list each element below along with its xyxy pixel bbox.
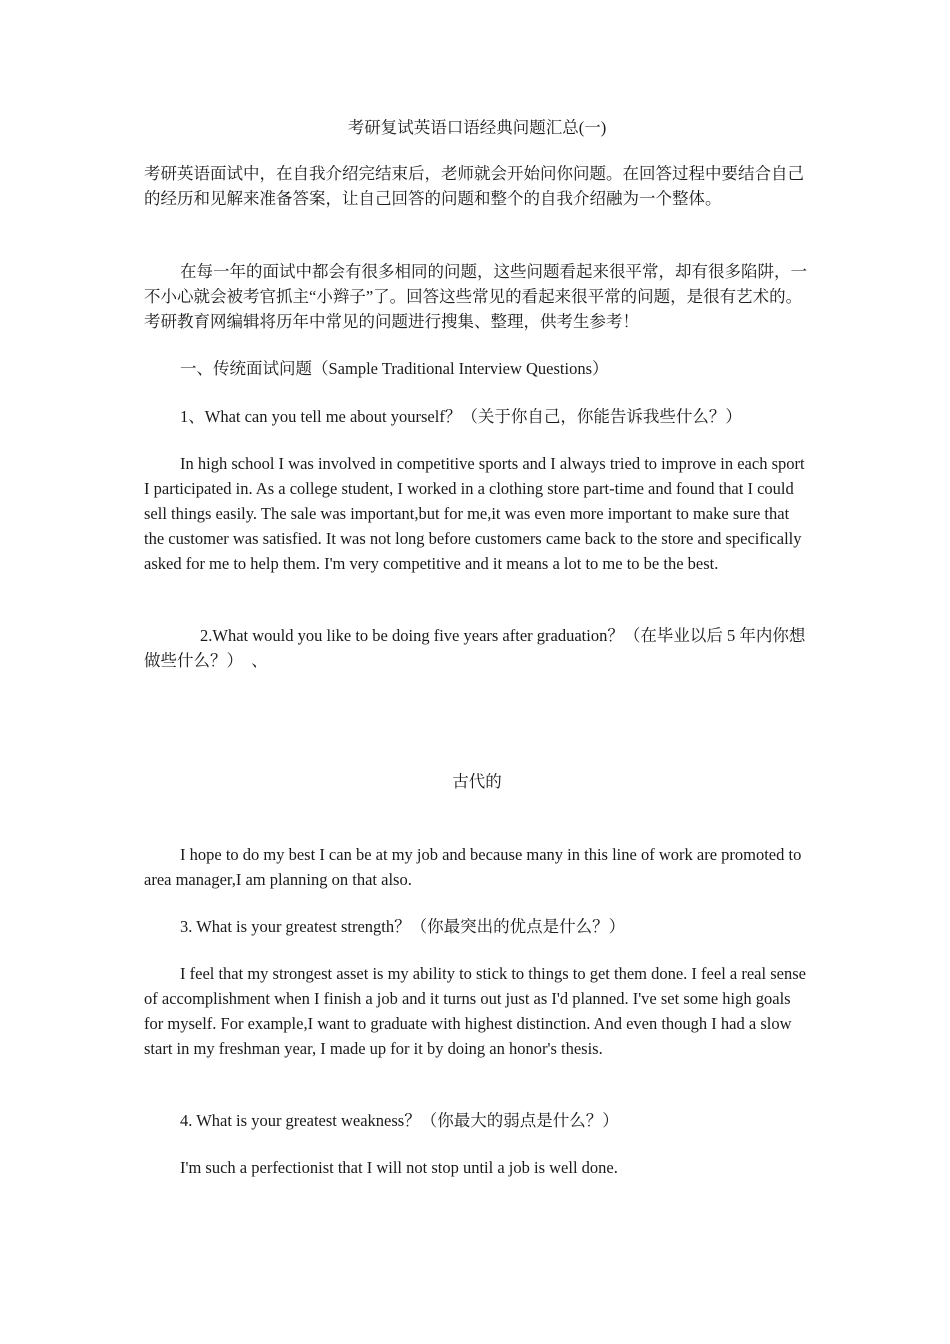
answer-1: In high school I was involved in competitive sports and I always tried to improve in each sport I participated in. As a college student, I worked in a clothing store part-time and found that I could sell things easily. The sale was important,but for me,it was even more important to make sure that the customer was satisfied. It was not long before customers came back to the store and specifically asked for me to help them. I'm very competitive and it means a lot to me to be the best. [144,454,805,573]
intro-paragraph: 考研英语面试中，在自我介绍完结束后，老师就会开始问你问题。在回答过程中要结合自己的经历和见解来准备答案，让自己回答的问题和整个的自我介绍融为一个整体。 [144,164,804,208]
question-1: 1、What can you tell me about yourself？（关于你自己，你能告诉我些什么？） [180,407,742,426]
centered-word: 古代的 [452,772,502,791]
intro-paragraph-2: 在每一年的面试中都会有很多相同的问题，这些问题看起来很平常，却有很多陷阱，一不小心就会被考官抓主“小辫子”了。回答这些常见的看起来很平常的问题，是很有艺术的。考研教育网编辑将历年中常见的问题进行搜集、整理，供考生参考！ [144,262,807,331]
answer-3: I feel that my strongest asset is my ability to stick to things to get them done. I feel a real sense of accomplishment when I finish a job and it turns out just as I'd planned. I've set some high goals for myself. For example,I want to graduate with highest distinction. And even though I had a slow start in my freshman year, I made up for it by doing an honor's thesis. [144,964,806,1058]
section-heading: 一、传统面试问题（Sample Traditional Interview Questions） [180,359,609,378]
question-3: 3. What is your greatest strength？（你最突出的优点是什么？） [180,917,626,936]
question-4: 4. What is your greatest weakness？（你最大的弱点是什么？） [180,1111,619,1130]
question-2: 2.What would you like to be doing five years after graduation？（在毕业以后 5 年内你想做些什么？） 、 [144,626,806,670]
answer-2: I hope to do my best I can be at my job and because many in this line of work are promoted to area manager,I am planning on that also. [144,845,802,889]
answer-4: I'm such a perfectionist that I will not stop until a job is well done. [180,1158,618,1177]
page-title: 考研复试英语口语经典问题汇总(一) [347,118,607,137]
